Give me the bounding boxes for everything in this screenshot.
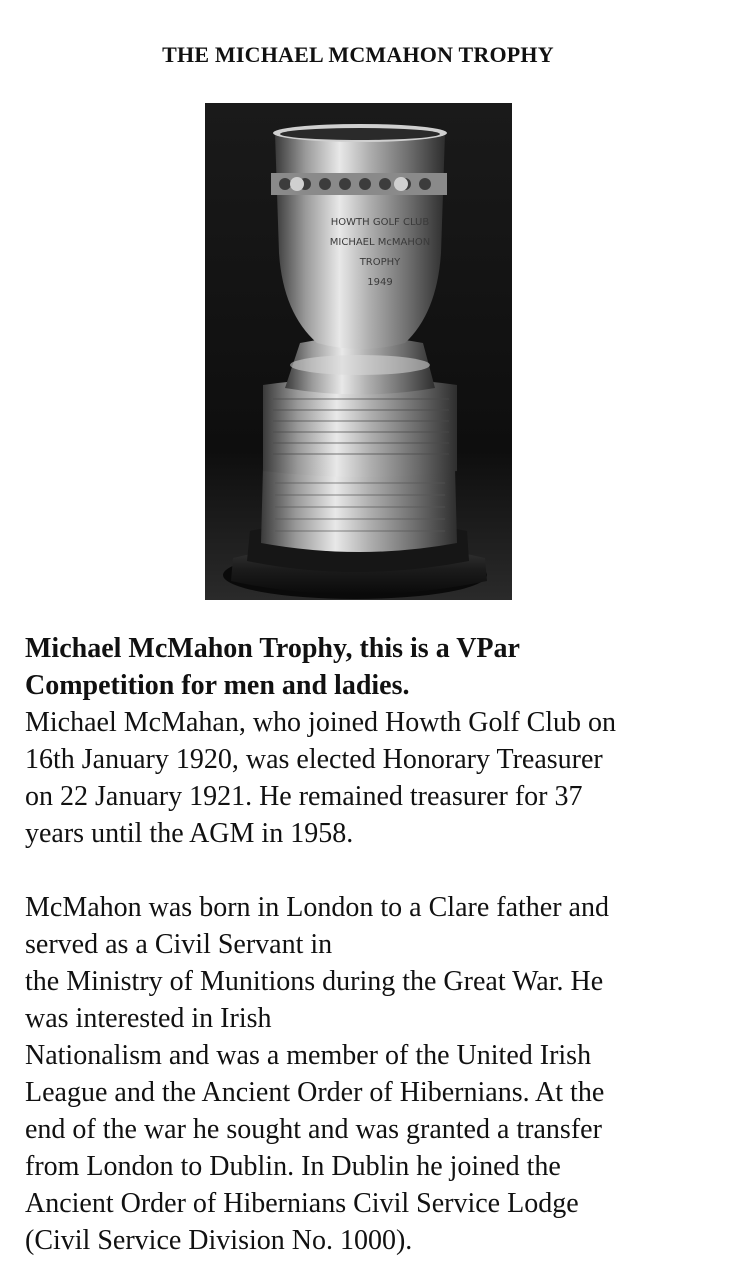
engraving-line: HOWTH GOLF CLUB	[330, 217, 430, 228]
bio-line: end of the war he sought and was granted a transfer	[25, 1114, 602, 1145]
lead-line: Michael McMahon Trophy, this is a VPar	[25, 633, 520, 664]
engraving-line: TROPHY	[359, 257, 401, 268]
intro-line: Michael McMahan, who joined Howth Golf Club on	[25, 707, 617, 738]
intro-line: 16th January 1920, was elected Honorary Treasurer	[25, 744, 603, 775]
engraving-line: 1949	[367, 277, 393, 288]
bio-line: Ancient Order of Hibernians Civil Service Lodge	[25, 1188, 579, 1219]
page-title: THE MICHAEL MCMAHON TROPHY	[162, 42, 554, 67]
biography-paragraph	[25, 889, 705, 1259]
intro-line: on 22 January 1921. He remained treasurer for 37	[25, 781, 583, 812]
trophy-photo	[205, 103, 512, 600]
bio-line: Nationalism and was a member of the United Irish	[25, 1040, 592, 1071]
bio-line: (Civil Service Division No. 1000).	[25, 1225, 413, 1256]
bio-line: League and the Ancient Order of Hibernians. At the	[25, 1077, 605, 1108]
bio-line: from London to Dublin. In Dublin he joined the	[25, 1151, 561, 1182]
intro-line: years until the AGM in 1958.	[25, 818, 354, 849]
intro-lead	[25, 630, 705, 704]
bio-line: served as a Civil Servant in	[25, 929, 333, 960]
article-body	[25, 630, 705, 1259]
bio-line: was interested in Irish	[25, 1003, 272, 1034]
lead-line: Competition for men and ladies.	[25, 670, 410, 701]
intro-paragraph	[25, 630, 705, 852]
bio-line: McMahon was born in London to a Clare father and	[25, 892, 609, 923]
engraving-line: MICHAEL McMAHON	[329, 237, 431, 248]
bio-line: the Ministry of Munitions during the Great War. He	[25, 966, 604, 997]
